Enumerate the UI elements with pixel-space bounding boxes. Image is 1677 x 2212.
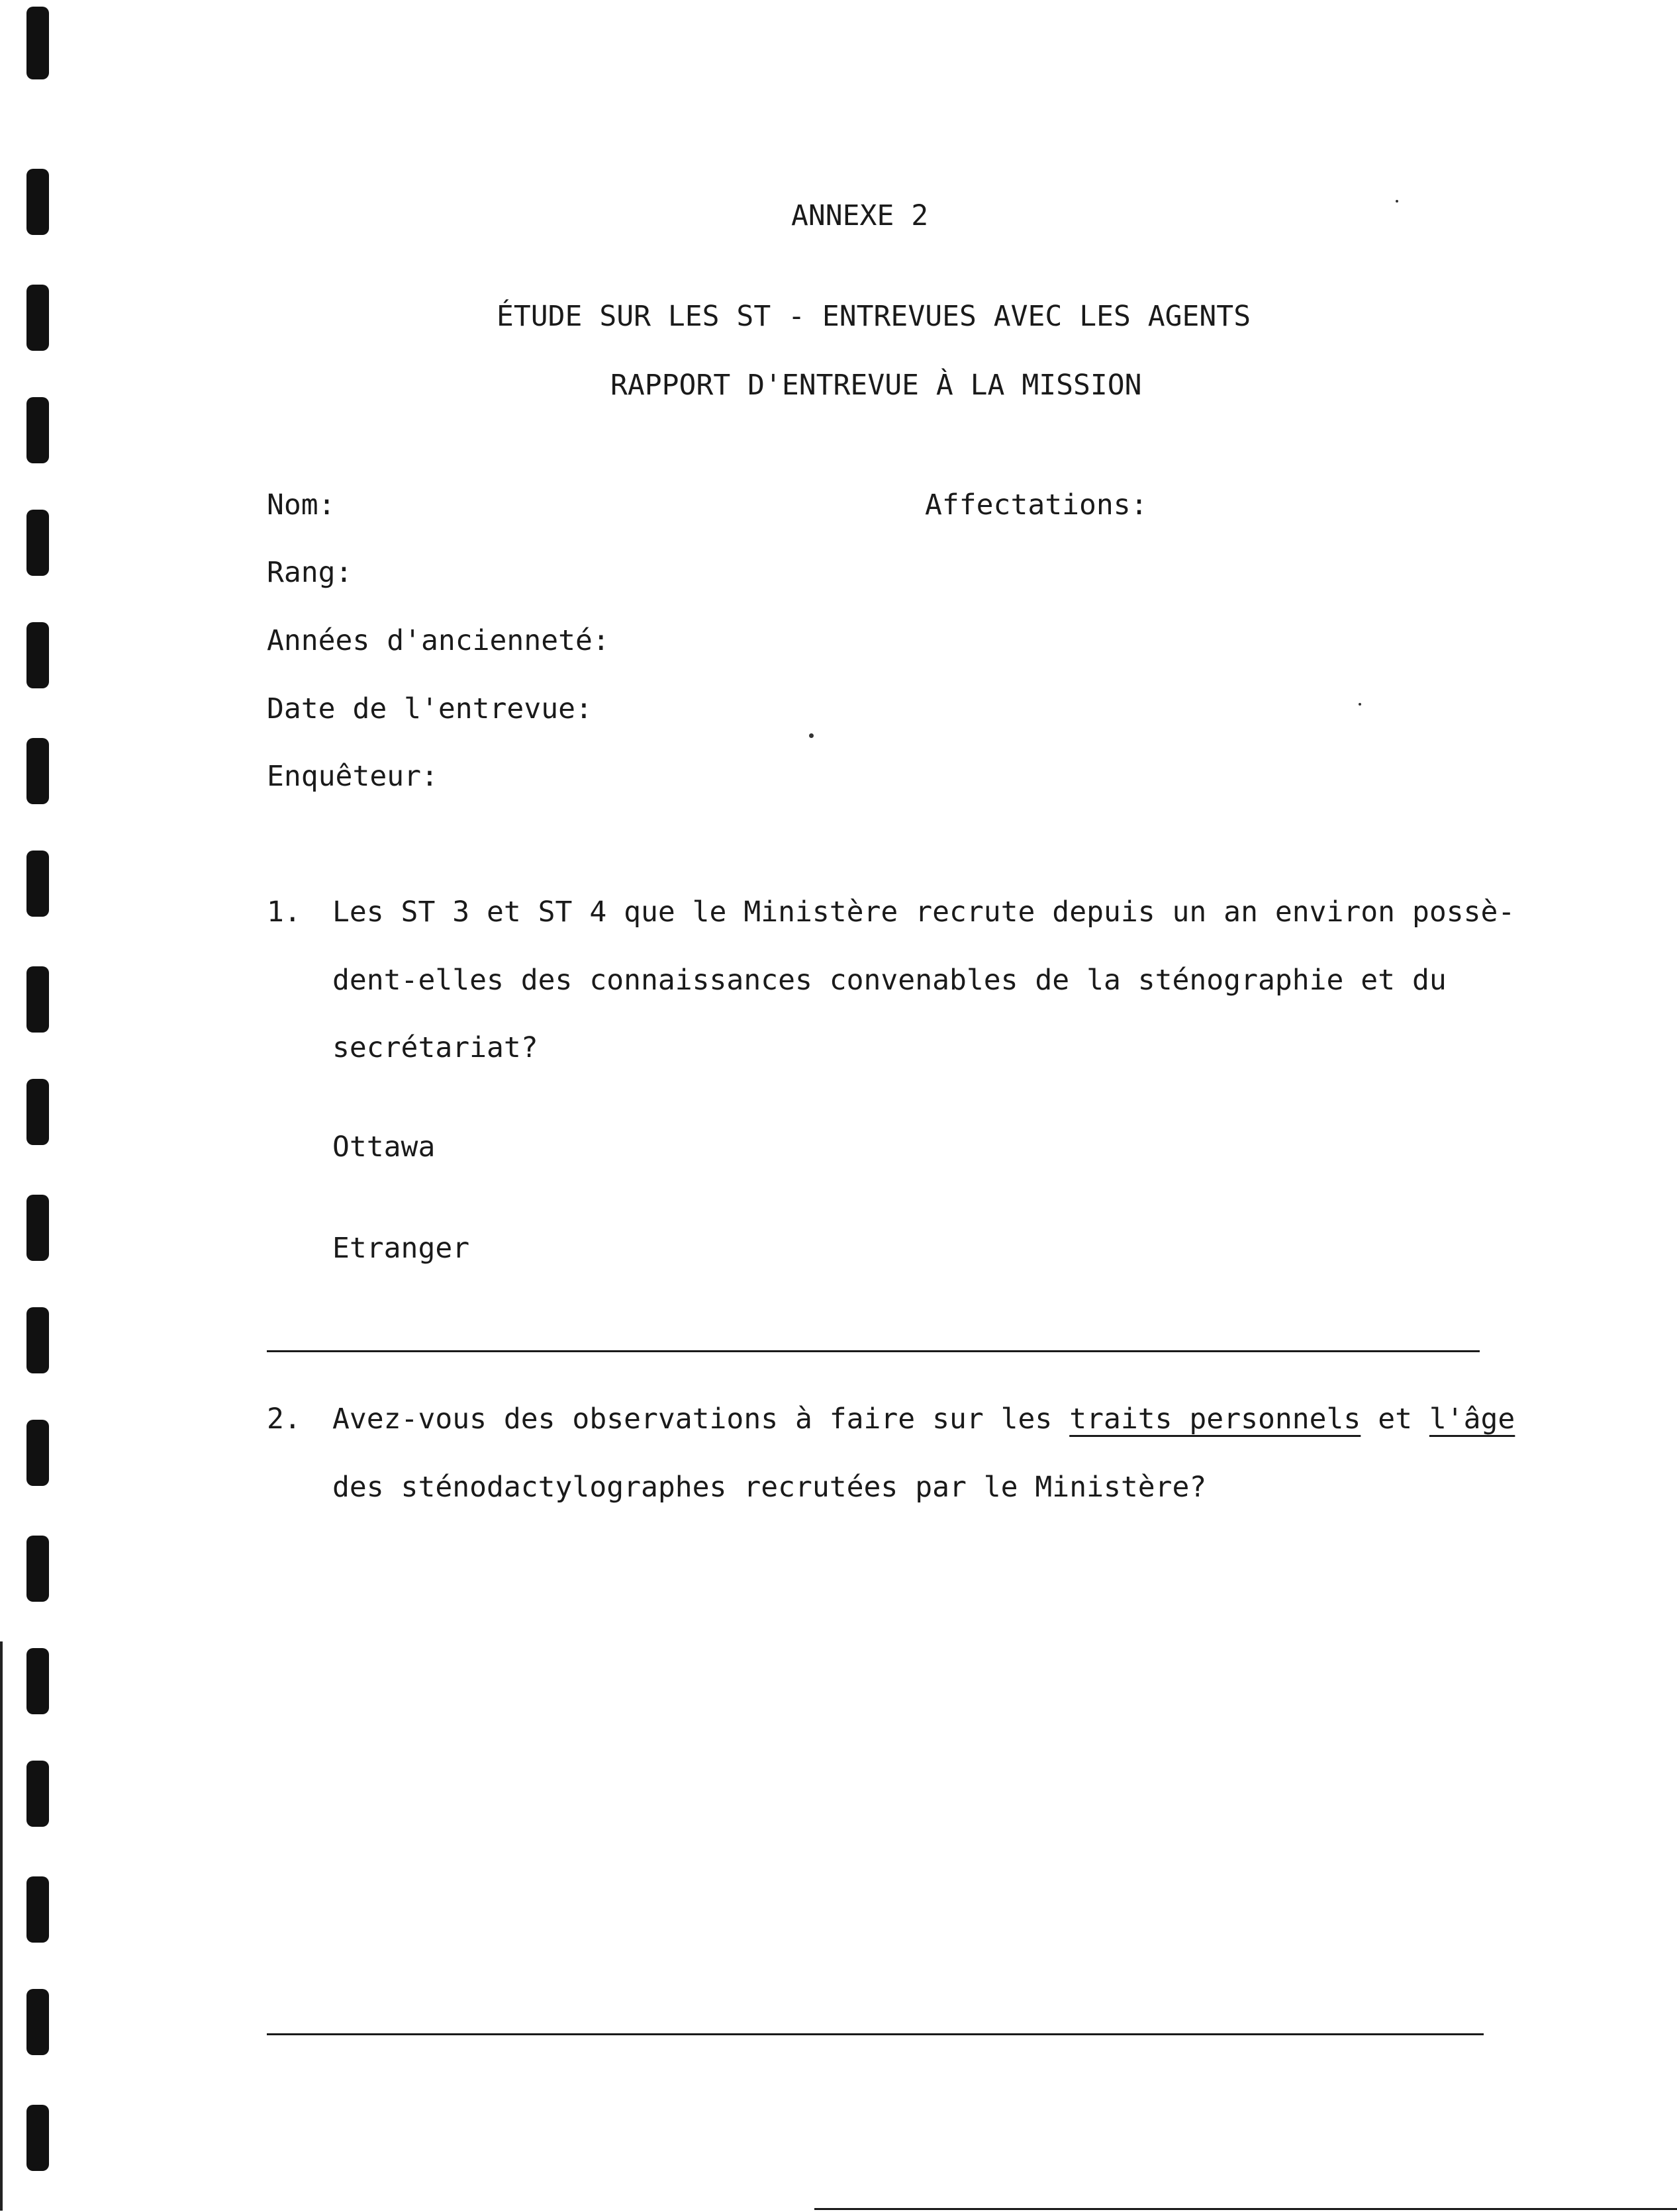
punch-mark [26,1648,49,1714]
punch-mark [26,285,49,351]
question-1-line: secrétariat? [332,1031,538,1064]
page-edge-line [0,1641,3,2211]
question-2-number: 2. [267,1403,301,1436]
question-1-option-etranger: Etranger [332,1232,470,1265]
underlined-age: l'âge [1429,1403,1515,1436]
punch-mark [26,2105,49,2171]
underlined-traits-personnels: traits personnels [1069,1403,1361,1436]
question-2-line: des sténodactylographes recrutées par le Ministère? [332,1471,1207,1504]
field-annees-label: Années d'ancienneté: [267,624,610,657]
punch-mark [26,966,49,1033]
annex-label: ANNEXE 2 [791,199,929,232]
question-2-text: et [1361,1403,1429,1436]
document-title: ÉTUDE SUR LES ST - ENTREVUES AVEC LES AGENTS [497,300,1251,333]
punch-mark [26,738,49,804]
field-date-label: Date de l'entrevue: [267,692,593,725]
scan-speck [809,733,814,738]
punch-mark [26,851,49,917]
punch-mark [26,7,49,79]
punch-mark [26,169,49,235]
scan-speck [1396,200,1398,203]
punch-mark [26,397,49,463]
page-bottom-rule [814,2208,1677,2210]
punch-mark [26,1195,49,1261]
punch-mark [26,622,49,688]
scan-speck [1359,703,1361,706]
answer-divider [267,2033,1484,2035]
punch-mark [26,1420,49,1486]
document-subtitle: RAPPORT D'ENTREVUE À LA MISSION [610,369,1142,402]
question-1-line: dent-elles des connaissances convenables de la sténographie et du [332,964,1447,997]
field-enqueteur-label: Enquêteur: [267,760,438,793]
punch-mark [26,1536,49,1602]
question-1-option-ottawa: Ottawa [332,1130,436,1164]
punch-mark [26,1761,49,1827]
question-2-text: Avez-vous des observations à faire sur les [332,1403,1070,1436]
question-2-line [332,1405,1515,1434]
field-rang-label: Rang: [267,556,353,589]
punch-mark [26,510,49,576]
question-1-number: 1. [267,896,301,929]
section-divider [267,1350,1480,1352]
field-affectations-label: Affectations: [925,488,1148,522]
punch-mark [26,1989,49,2055]
question-1-line: Les ST 3 et ST 4 que le Ministère recrute depuis un an environ possè- [332,896,1515,929]
punch-mark [26,1079,49,1145]
punch-mark [26,1876,49,1943]
field-nom-label: Nom: [267,488,336,522]
punch-mark [26,1307,49,1373]
